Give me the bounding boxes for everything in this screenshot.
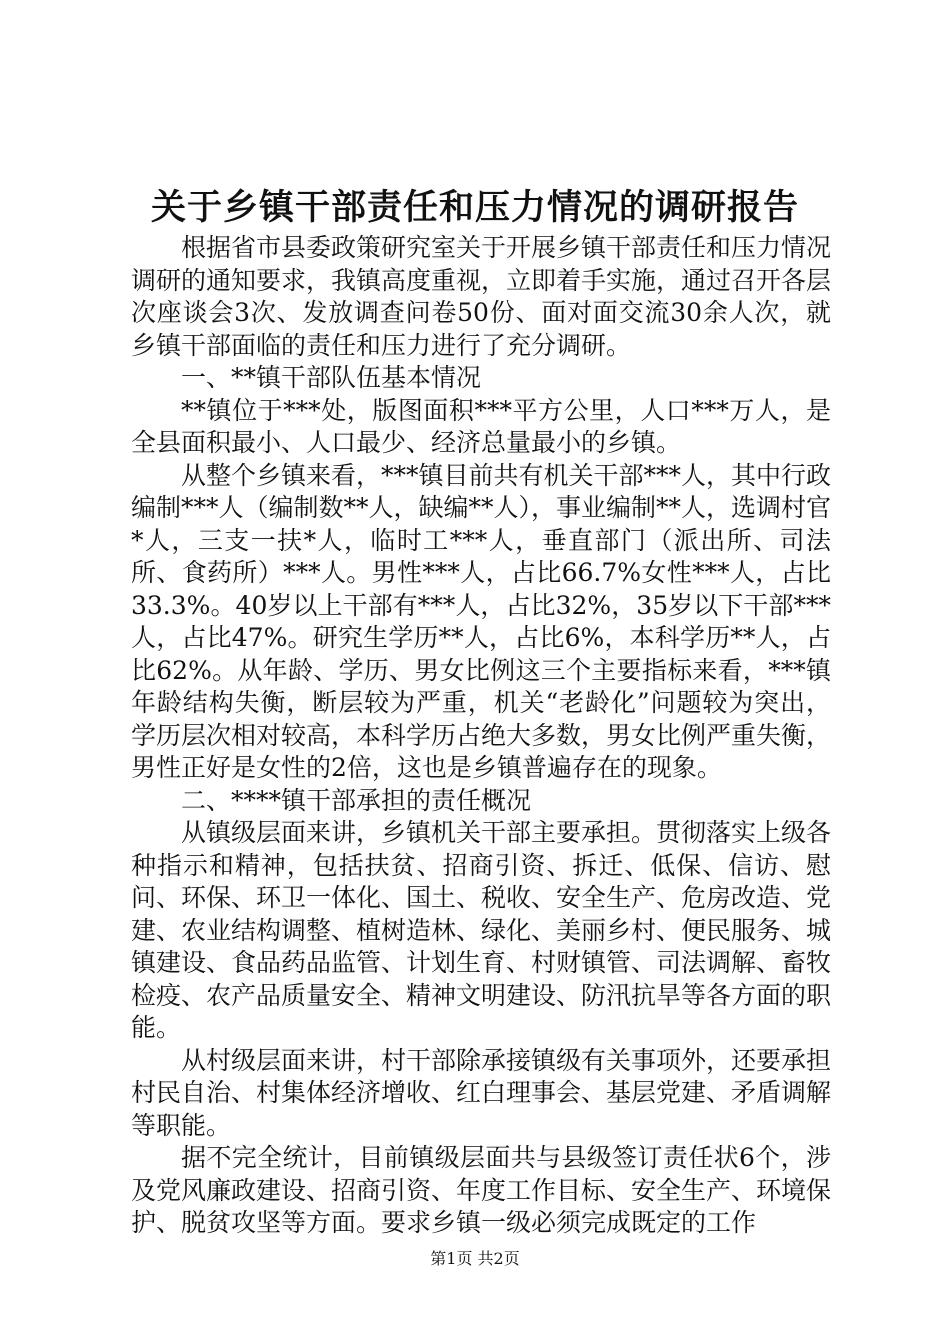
- paragraph-responsibility-contracts: 据不完全统计，目前镇级层面共与县级签订责任状6个，涉及党风廉政建设、招商引资、年度工作目标、安全生产、环境保护、脱贫攻坚等方面。要求乡镇一级必须完成既定的工作: [131, 1143, 832, 1237]
- page-number-footer: 第1页 共2页: [430, 1249, 520, 1268]
- document-body: [131, 232, 831, 1240]
- paragraph-staff-statistics: 从整个乡镇来看，***镇目前共有机关干部***人，其中行政编制***人（编制数**人，缺编**人），事业编制**人，选调村官*人，三支一扶*人，临时工***人，垂直部门（派出所、司法所、食药所）***人。男性***人，占比66.7%女性***人，占比33.3%。40岁以上干部有***人，占比32%，35岁以下干部***人，占比47%。研究生学历**人，占比6%，本科学历**人，占比62%。从年龄、学历、男女比例这三个主要指标来看，***镇年龄结构失衡，断层较为严重，机关“老龄化”问题较为突出，学历层次相对较高，本科学历占绝大多数，男女比例严重失衡，男性正好是女性的2倍，这也是乡镇普遍存在的现象。: [131, 460, 832, 782]
- paragraph-location: **镇位于***处，版图面积***平方公里，人口***万人，是全县面积最小、人口最少、经济总量最小的乡镇。: [131, 395, 831, 457]
- paragraph-intro: 根据省市县委政策研究室关于开展乡镇干部责任和压力情况调研的通知要求，我镇高度重视，立即着手实施，通过召开各层次座谈会3次、发放调查问卷50份、面对面交流30余人次，就乡镇干部面临的责任和压力进行了充分调研。: [131, 233, 832, 360]
- document-title: 关于乡镇干部责任和压力情况的调研报告: [150, 187, 799, 228]
- section-heading-1: 一、**镇干部队伍基本情况: [181, 363, 482, 392]
- paragraph-village-level-duties: 从村级层面来讲，村干部除承接镇级有关事项外，还要承担村民自治、村集体经济增收、红白理事会、基层党建、矛盾调解等职能。: [131, 1045, 832, 1140]
- section-heading-2: 二、****镇干部承担的责任概况: [181, 785, 532, 815]
- paragraph-town-level-duties: 从镇级层面来讲，乡镇机关干部主要承担。贯彻落实上级各种指示和精神，包括扶贫、招商引资、拆迁、低保、信访、慰问、环保、环卫一体化、国土、税收、安全生产、危房改造、党建、农业结构调整、植树造林、绿化、美丽乡村、便民服务、城镇建设、食品药品监管、计划生育、村财镇管、司法调解、畜牧检疫、农产品质量安全、精神文明建设、防汛抗旱等各方面的职能。: [131, 818, 832, 1042]
